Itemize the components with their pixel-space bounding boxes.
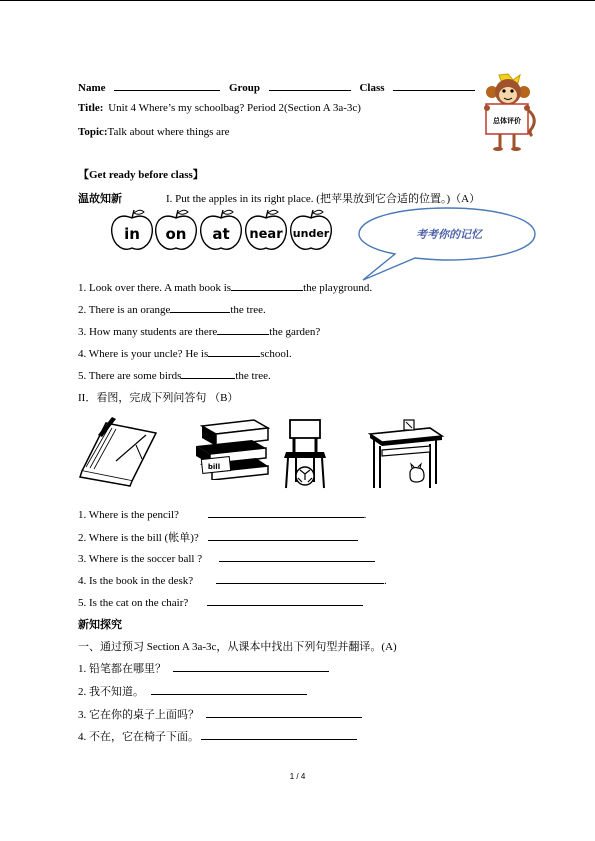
title-row <box>78 102 361 114</box>
translate-item-2-blank[interactable] <box>151 684 307 695</box>
section-heading-get-ready: 【Get ready before class】 <box>78 169 204 181</box>
review-label: 温故知新 <box>78 193 122 205</box>
question-5 <box>78 595 363 609</box>
question-1 <box>78 507 366 521</box>
task1-instruction: I. Put the apples in its right place. (把苹果放到它合适的位置。)（A） <box>166 193 481 205</box>
sentence-4-blank[interactable] <box>208 346 260 357</box>
topic-label: Topic: <box>78 126 108 138</box>
sentence-3 <box>78 324 320 338</box>
chair-with-ball-icon <box>282 418 330 490</box>
apple-at[interactable] <box>201 210 242 249</box>
sentence-4 <box>78 346 292 360</box>
question-3-blank[interactable] <box>219 551 375 562</box>
question-1-end: . <box>363 509 367 521</box>
sentence-1 <box>78 280 372 294</box>
apple-label-at: at <box>212 225 230 243</box>
apple-in[interactable] <box>112 210 153 249</box>
sentence-3-blank[interactable] <box>217 324 269 335</box>
group-label: Group <box>229 82 260 94</box>
page-number: 1 / 4 <box>289 772 306 781</box>
question-3-text: 3. Where is the soccer ball ? <box>78 553 203 565</box>
sentence-5-blank[interactable] <box>181 368 235 379</box>
title-label: Title: <box>78 102 104 114</box>
translate-item-3-text: 3. 它在你的桌子上面吗？ <box>78 709 199 721</box>
title-text: Unit 4 Where’s my schoolbag? Period 2(Section A 3a-3c) <box>108 102 361 114</box>
sentence-2-blank[interactable] <box>170 302 230 313</box>
sentence-4-text: 4. Where is your uncle? He is <box>78 348 209 360</box>
sentence-1-text: 1. Look over there. A math book is <box>78 282 232 294</box>
speech-bubble <box>355 206 540 282</box>
translate-item-3 <box>78 706 362 722</box>
sentence-5-text: 5. There are some birds <box>78 370 182 382</box>
topic-row <box>78 126 230 138</box>
apple-near[interactable] <box>246 210 287 249</box>
apple-label-on: on <box>165 225 187 243</box>
section-heading-new-knowledge: 新知探究 <box>78 619 122 631</box>
top-border-line <box>0 0 595 1</box>
question-2 <box>78 529 358 545</box>
sentence-2 <box>78 302 266 316</box>
sentence-1-blank[interactable] <box>231 280 303 291</box>
sentence-3-text: 3. How many students are there <box>78 326 218 338</box>
translate-item-4-blank[interactable] <box>201 729 357 740</box>
books-stack-with-bill-icon <box>192 418 272 480</box>
sentence-1-end: the playground. <box>303 282 373 294</box>
translate-item-2 <box>78 683 307 699</box>
task2-instruction: II．看图，完成下列问答句 （B） <box>78 392 239 404</box>
question-5-blank[interactable] <box>207 595 363 606</box>
book-with-pencil-icon <box>76 415 162 487</box>
question-3 <box>78 551 375 565</box>
sentence-2-end: the tree. <box>230 304 266 316</box>
apple-label-in: in <box>124 225 140 243</box>
desk-with-cat-icon <box>366 418 444 490</box>
question-5-text: 5. Is the cat on the chair? <box>78 597 189 609</box>
name-row <box>78 80 475 94</box>
badge-text: 总体评价 <box>493 117 521 125</box>
question-4 <box>78 573 387 587</box>
question-4-text: 4. Is the book in the desk? <box>78 575 194 587</box>
sentence-3-end: the garden? <box>269 326 321 338</box>
question-1-text: 1. Where is the pencil? <box>78 509 179 521</box>
class-label: Class <box>359 82 385 94</box>
sentence-2-text: 2. There is an orange <box>78 304 171 316</box>
translate-item-1-text: 1. 铅笔都在哪里？ <box>78 663 166 675</box>
apple-under[interactable] <box>291 210 332 249</box>
translate-item-1-blank[interactable] <box>173 661 329 672</box>
apple-row <box>108 208 333 254</box>
question-1-blank[interactable] <box>208 507 364 518</box>
question-2-text: 2. Where is the bill (帐单)? <box>78 532 199 544</box>
translate-item-3-blank[interactable] <box>206 707 362 718</box>
translate-item-1 <box>78 660 329 676</box>
question-4-blank[interactable] <box>216 573 384 584</box>
question-2-blank[interactable] <box>208 530 358 541</box>
class-blank[interactable] <box>393 80 475 91</box>
sentence-4-end: school. <box>260 348 292 360</box>
section2-instruction: 一、通过预习 Section A 3a-3c，从课本中找出下列句型并翻译。(A) <box>78 641 397 653</box>
translate-item-2-text: 2. 我不知道。 <box>78 686 144 698</box>
name-blank[interactable] <box>114 80 220 91</box>
name-label: Name <box>78 82 106 94</box>
group-blank[interactable] <box>269 80 351 91</box>
bill-label: bill <box>207 463 221 471</box>
sentence-5 <box>78 368 271 382</box>
apple-label-under: under <box>292 227 330 240</box>
sentence-5-end: the tree. <box>235 370 271 382</box>
apple-on[interactable] <box>156 210 197 249</box>
translate-item-4 <box>78 728 357 744</box>
translate-item-4-text: 4. 不在，它在椅子下面。 <box>78 731 199 743</box>
topic-text: Talk about where things are <box>107 126 230 138</box>
monkey-badge-icon <box>478 70 540 152</box>
question-4-end: . <box>383 575 387 587</box>
bubble-text: 考考你的记忆 <box>416 228 482 241</box>
apple-label-near: near <box>249 227 283 242</box>
